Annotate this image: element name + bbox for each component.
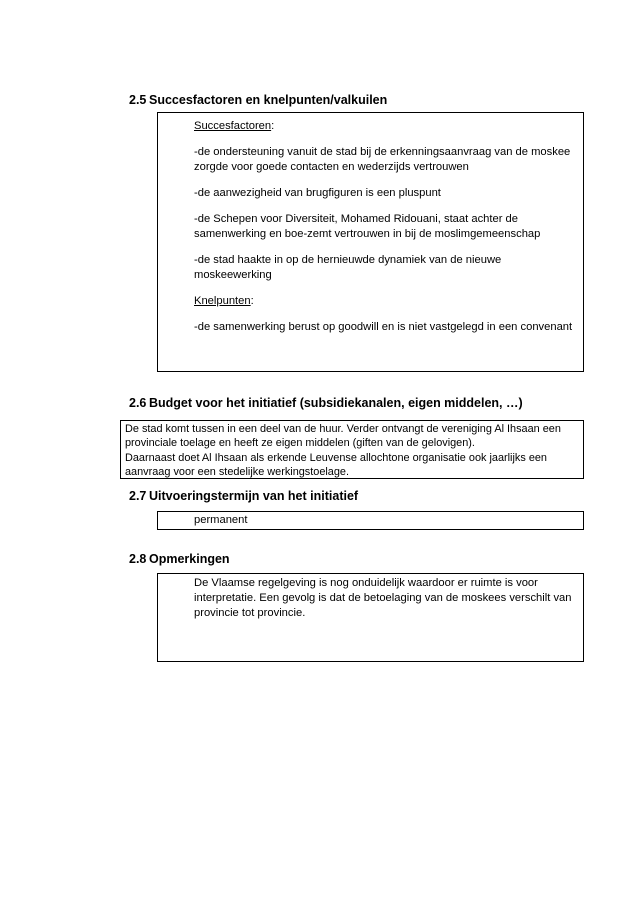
succes-item-4: -de stad haakte in op de hernieuwde dynamiek van de nieuwe moskeewerking <box>194 254 502 281</box>
succes-item-2: -de aanwezigheid van brugfiguren is een pluspunt <box>194 187 441 199</box>
section-heading-2-6 <box>129 396 523 410</box>
knel-label-line: Knelpunten: <box>194 295 254 307</box>
succesfactoren-box <box>157 112 584 372</box>
succes-label-line: Succesfactoren: <box>194 120 275 132</box>
knel-item-1: -de samenwerking berust op goodwill en is niet vastgelegd in een convenant <box>194 321 573 333</box>
uitvoeringstermijn-value: permanent <box>194 514 248 526</box>
section-number: 2.8 <box>129 552 147 566</box>
section-title: Succesfactoren en knelpunten/valkuilen <box>149 93 388 107</box>
section-number: 2.5 <box>129 93 147 107</box>
succes-label: Succesfactoren <box>194 120 272 132</box>
section-number: 2.7 <box>129 489 147 503</box>
budget-box <box>120 420 584 479</box>
opmerkingen-text: De Vlaamse regelgeving is nog onduidelijk waardoor er ruimte is voor interpretatie. Een gevolg is dat de betoelaging van de moskees verschilt van provincie tot provincie. <box>194 577 572 619</box>
section-heading-2-8 <box>129 552 230 566</box>
section-heading-2-5 <box>129 93 387 107</box>
succes-item-3: -de Schepen voor Diversiteit, Mohamed Ridouani, staat achter de samenwerking en boe-zemt vertrouwen in bij de moslimgemeenschap <box>194 213 541 240</box>
opmerkingen-box <box>157 573 584 662</box>
succes-item-1: -de ondersteuning vanuit de stad bij de erkenningsaanvraag van de moskee zorgde voor goede contacten en wederzijds vertrouwen <box>194 146 571 173</box>
budget-line-1: De stad komt tussen in een deel van de huur. Verder ontvangt de vereniging Al Ihsaan een provinciale toelage en heeft ze eigen middelen (giften van de gelovigen). <box>125 423 561 450</box>
budget-line-2: Daarnaast doet Al Ihsaan als erkende Leuvense allochtone organisatie ook jaarlijks een aanvraag voor een stedelijke werkingstoelage. <box>125 451 547 478</box>
section-heading-2-7 <box>129 489 358 503</box>
uitvoeringstermijn-box <box>157 511 584 530</box>
section-title: Opmerkingen <box>149 552 230 566</box>
section-title: Uitvoeringstermijn van het initiatief <box>149 489 359 503</box>
knel-label: Knelpunten <box>194 295 251 307</box>
section-title: Budget voor het initiatief (subsidiekanalen, eigen middelen, …) <box>149 396 523 410</box>
section-number: 2.6 <box>129 396 147 410</box>
